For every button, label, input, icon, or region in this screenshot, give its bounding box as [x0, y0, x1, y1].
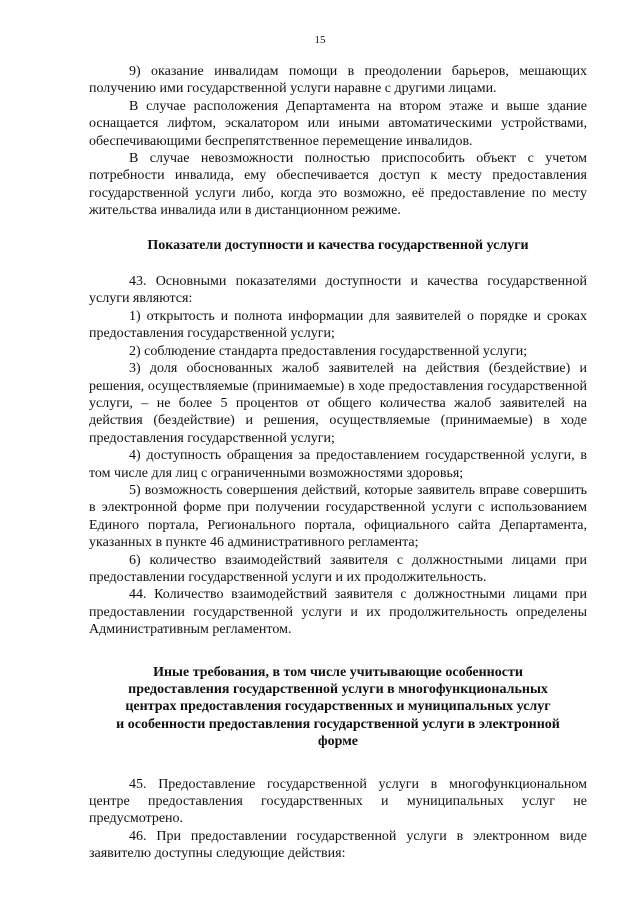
section-heading-other-requirements [89, 664, 587, 751]
heading-line: форме [317, 734, 358, 750]
list-item-5: 5) возможность совершения действий, которые заявитель вправе совершить в электронной форме при получении государственной услуги с использованием Единого портала, Регионального портала, официального сайта Департамента, указанных в пункте 46 административного регламента; [89, 482, 587, 551]
heading-line: Иные требования, в том числе учитывающие особенности [153, 664, 523, 680]
list-item-4: 4) доступность обращения за предоставлением государственной услуги, в том числе для лиц с ограниченными возможностями здоровья; [89, 448, 587, 481]
paragraph-elevator: В случае расположения Департамента на втором этаже и выше здание оснащается лифтом, эскалатором или иными автоматическими устройствами, обеспечивающими беспрепятственное перемещение инвалидов. [89, 98, 587, 149]
list-item-6: 6) количество взаимодействий заявителя с должностными лицами при предоставлении государственной услуги и их продолжительность. [89, 552, 587, 585]
paragraph-45: 45. Предоставление государственной услуги в многофункциональном центре предоставления государственных и муниципальных услуг не предусмотрено. [89, 776, 587, 827]
page-number: 15 [314, 34, 326, 46]
paragraph-item-9: 9) оказание инвалидам помощи в преодолении барьеров, мешающих получению ими государственной услуги наравне с другими лицами. [89, 64, 587, 97]
document-body [89, 63, 587, 863]
list-item-3: 3) доля обоснованных жалоб заявителей на действия (бездействие) и решения, осуществляемые (принимаемые) в ходе предоставления государственной услуги, – не более 5 процентов от общего количества жалоб заявителей на действия (бездействие) и решения, осуществляемые (принимаемые) в ходе предоставления государственной услуги; [89, 361, 587, 446]
paragraph-43: 43. Основными показателями доступности и качества государственной услуги являются: [89, 274, 587, 307]
list-item-1: 1) открытость и полнота информации для заявителей о порядке и сроках предоставления государственной услуги; [89, 308, 587, 342]
paragraph-46: 46. При предоставлении государственной услуги в электронном виде заявителю доступны следующие действия: [89, 828, 587, 862]
paragraph-impossibility: В случае невозможности полностью приспособить объект с учетом потребности инвалида, ему обеспечивается доступ к месту предоставления государственной услуги либо, когда это возможно, её предоставление по месту жительства инвалида или в дистанционном режиме. [89, 151, 587, 219]
heading-line: центрах предоставления государственных и муниципальных услуг [125, 699, 551, 715]
heading-line: и особенности предоставления государственной услуги в электронной [116, 716, 560, 732]
list-item-2: 2) соблюдение стандарта предоставления государственной услуги; [129, 343, 528, 359]
heading-line: предоставления государственной услуги в многофункциональных [128, 682, 548, 697]
section-heading-accessibility: Показатели доступности и качества государственной услуги [147, 237, 529, 253]
paragraph-44: 44. Количество взаимодействий заявителя с должностными лицами при предоставлении государственной услуги и их продолжительность определены Административным регламентом. [89, 587, 587, 638]
